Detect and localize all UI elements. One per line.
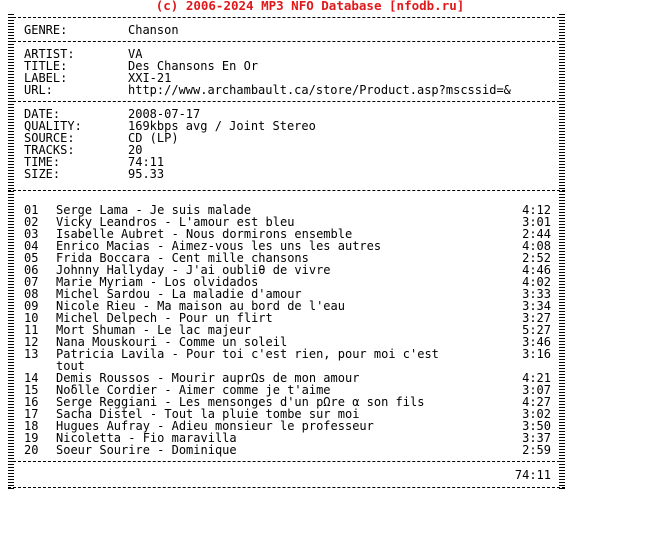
total-row bbox=[24, 469, 564, 481]
track-duration: 4:21 bbox=[522, 371, 551, 385]
info-value: http://www.archambault.ca/store/Product.asp?mscssid=& bbox=[128, 83, 511, 97]
frame-left-border bbox=[8, 14, 14, 490]
track-duration: 4:08 bbox=[522, 239, 551, 253]
track-title: Nicole Rieu - Ma maison au bord de l'eau bbox=[56, 299, 345, 313]
track-title: Soeur Sourire - Dominique bbox=[56, 443, 237, 457]
info-row bbox=[24, 132, 564, 144]
total-time: 74:11 bbox=[514, 468, 551, 482]
track-number: 18 bbox=[24, 419, 39, 433]
track-title: Nana Mouskouri - Comme un soleil bbox=[56, 335, 288, 349]
track-number: 07 bbox=[24, 275, 39, 289]
track-number: 11 bbox=[24, 323, 39, 337]
info-row bbox=[24, 48, 564, 60]
info-value: CD (LP) bbox=[128, 131, 179, 145]
track-title: Johnny Hallyday - J'ai oubliθ de vivre bbox=[56, 263, 331, 277]
info-label: SOURCE: bbox=[24, 131, 75, 145]
track-number: 02 bbox=[24, 215, 39, 229]
track-title: Enrico Macias - Aimez-vous les uns les autres bbox=[56, 239, 382, 253]
track-duration: 3:37 bbox=[522, 431, 551, 445]
info-label: TRACKS: bbox=[24, 143, 75, 157]
site-banner: (c) 2006-2024 MP3 NFO Database [nfodb.ru] bbox=[155, 0, 465, 13]
info-row bbox=[24, 168, 564, 180]
divider-tracklist bbox=[8, 190, 565, 191]
track-duration: 4:27 bbox=[522, 395, 551, 409]
track-duration: 3:07 bbox=[522, 383, 551, 397]
track-title: Sacha Distel - Tout la pluie tombe sur moi bbox=[56, 407, 360, 421]
track-duration: 3:34 bbox=[522, 299, 551, 313]
divider-bottom bbox=[8, 487, 565, 488]
info-label: DATE: bbox=[24, 107, 61, 121]
track-title: Frida Boccara - Cent mille chansons bbox=[56, 251, 309, 265]
track-title: Serge Lama - Je suis malade bbox=[56, 203, 252, 217]
info-label: QUALITY: bbox=[24, 119, 82, 133]
info-label: ARTIST: bbox=[24, 47, 75, 61]
info-value: 2008-07-17 bbox=[128, 107, 201, 121]
track-duration: 2:59 bbox=[522, 443, 551, 457]
track-number: 12 bbox=[24, 335, 39, 349]
track-title: Noδlle Cordier - Aimer comme je t'aime bbox=[56, 383, 331, 397]
track-row bbox=[24, 444, 564, 456]
track-row bbox=[24, 348, 564, 360]
divider-info bbox=[8, 101, 565, 102]
track-duration: 3:33 bbox=[522, 287, 551, 301]
track-duration: 2:52 bbox=[522, 251, 551, 265]
track-duration: 5:27 bbox=[522, 323, 551, 337]
track-title: Patricia Lavila - Pour toi c'est rien, pour moi c'est bbox=[56, 347, 439, 361]
info-label: TIME: bbox=[24, 155, 61, 169]
track-duration: 4:46 bbox=[522, 263, 551, 277]
info-value: VA bbox=[128, 47, 143, 61]
track-title: Demis Roussos - Mourir auprΩs de mon amour bbox=[56, 371, 360, 385]
info-label: SIZE: bbox=[24, 167, 61, 181]
track-duration: 3:02 bbox=[522, 407, 551, 421]
track-duration: 3:46 bbox=[522, 335, 551, 349]
track-number: 05 bbox=[24, 251, 39, 265]
info-label: LABEL: bbox=[24, 71, 68, 85]
track-title: Michel Sardou - La maladie d'amour bbox=[56, 287, 302, 301]
track-number: 13 bbox=[24, 347, 39, 361]
track-duration: 3:27 bbox=[522, 311, 551, 325]
info-value: 169kbps avg / Joint Stereo bbox=[128, 119, 316, 133]
track-duration: 2:44 bbox=[522, 227, 551, 241]
track-number: 08 bbox=[24, 287, 39, 301]
track-duration: 4:12 bbox=[522, 203, 551, 217]
divider-top bbox=[8, 17, 565, 18]
info-row bbox=[24, 120, 564, 132]
track-number: 14 bbox=[24, 371, 39, 385]
info-row bbox=[24, 144, 564, 156]
info-row bbox=[24, 156, 564, 168]
track-title: Nicoletta - Fio maravilla bbox=[56, 431, 237, 445]
nfo-frame bbox=[8, 14, 565, 490]
info-value: Des Chansons En Or bbox=[128, 59, 259, 73]
track-number: 04 bbox=[24, 239, 39, 253]
track-title: Hugues Aufray - Adieu monsieur le professeur bbox=[56, 419, 374, 433]
info-value: XXI-21 bbox=[128, 71, 172, 85]
track-title-continued: tout bbox=[56, 359, 85, 373]
divider-total bbox=[8, 461, 565, 462]
info-label: URL: bbox=[24, 83, 53, 97]
info-row bbox=[24, 84, 564, 96]
genre-row bbox=[24, 24, 564, 36]
track-title: Isabelle Aubret - Nous dormirons ensemble bbox=[56, 227, 353, 241]
track-number: 20 bbox=[24, 443, 39, 457]
divider-genre bbox=[8, 41, 565, 42]
track-number: 10 bbox=[24, 311, 39, 325]
info-value: 74:11 bbox=[128, 155, 165, 169]
track-duration: 3:50 bbox=[522, 419, 551, 433]
track-title: Serge Reggiani - Les mensonges d'un pΩre α son fils bbox=[56, 395, 425, 409]
track-duration: 3:16 bbox=[522, 347, 551, 361]
track-duration: 4:02 bbox=[522, 275, 551, 289]
track-number: 19 bbox=[24, 431, 39, 445]
track-number: 09 bbox=[24, 299, 39, 313]
track-number: 17 bbox=[24, 407, 39, 421]
track-number: 01 bbox=[24, 203, 39, 217]
track-title: Michel Delpech - Pour un flirt bbox=[56, 311, 273, 325]
track-duration: 3:01 bbox=[522, 215, 551, 229]
track-title: Vicky Leandros - L'amour est bleu bbox=[56, 215, 295, 229]
track-number: 03 bbox=[24, 227, 39, 241]
info-value: 95.33 bbox=[128, 167, 165, 181]
track-number: 16 bbox=[24, 395, 39, 409]
track-number: 15 bbox=[24, 383, 39, 397]
track-number: 06 bbox=[24, 263, 39, 277]
genre-label: GENRE: bbox=[24, 23, 68, 37]
track-title: Mort Shuman - Le lac majeur bbox=[56, 323, 252, 337]
track-title: Marie Myriam - Los olvidados bbox=[56, 275, 259, 289]
info-value: 20 bbox=[128, 143, 143, 157]
info-row bbox=[24, 60, 564, 72]
info-label: TITLE: bbox=[24, 59, 68, 73]
genre-value: Chanson bbox=[128, 23, 179, 37]
